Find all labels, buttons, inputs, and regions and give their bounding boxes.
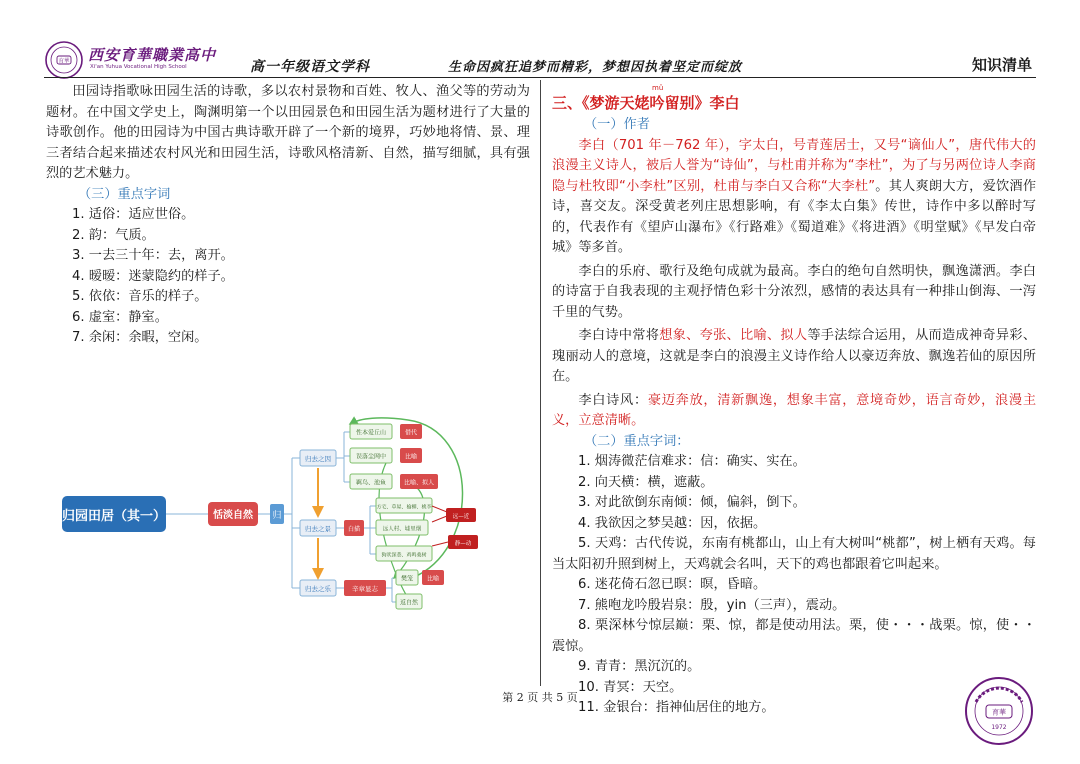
poetry-achievement: 李白的乐府、歌行及绝句成就为最高。李白的绝句自然明快，飘逸潇洒。李白的诗富于自我表现的主观抒情色彩十分浓烈，感情的表达具有一种排山倒海、一泻千里的气势。 xyxy=(552,263,1036,320)
school-name: 西安育華職業高中 xyxy=(88,46,217,64)
mindmap-note-text: 远—近 xyxy=(452,514,470,520)
section-title-text: 三、《梦游天姥吟留别》李白 xyxy=(552,94,740,112)
left-vocab-item: 4. 暧暧：迷蒙隐约的样子。 xyxy=(72,268,234,284)
mindmap-tag-text: 比喻、拟人 xyxy=(403,479,435,487)
mindmap-tag-text: 白描 xyxy=(347,526,361,533)
school-name-en: Xi'an Yuhua Vocational High School xyxy=(90,64,187,70)
techniques-paragraph xyxy=(552,326,1036,388)
left-vocab-item: 6. 虚室：静室。 xyxy=(72,309,168,325)
mindmap-leaf-text: 远人村、墟里烟 xyxy=(382,526,422,533)
slogan: 生命因疯狂追梦而精彩，梦想因执着坚定而绽放 xyxy=(448,60,743,75)
author-highlight: 李白（701 年－762 年），字太白，号青莲居士，又号“谪仙人”，唐代伟大的浪漫主义诗人，被后人誉为“诗仙”，与杜甫并称为“李杜”，为了与另两位诗人李商隐与杜牧即“小李杜”区别，杜甫与李白又合称“大李杜” xyxy=(552,137,1036,194)
seal-center-text: 育華 xyxy=(992,708,1006,717)
style-paragraph xyxy=(552,391,1036,432)
mindmap-branch-text: 归去之乐 xyxy=(305,585,331,593)
mindmap-leaf-text: 方宅、草屋、榆柳、桃李 xyxy=(376,504,432,511)
logo-center-text: 育華 xyxy=(58,58,70,65)
author-rest: 。其人爽朗大方，爱饮酒作诗，喜交友。深受黄老列庄思想影响，有《李太白集》传世，诗作中多以醉时写的，代表作有《望庐山瀑布》《行路难》《蜀道难》《将进酒》《明堂赋》《早发白帝城》等多首。 xyxy=(552,178,1037,255)
left-vocab-item: 7. 余闲：余暇，空闲。 xyxy=(72,330,208,345)
right-vocab-item: 3. 对此欲倒东南倾：倾，偏斜，倒下。 xyxy=(578,495,806,510)
school-logo-icon xyxy=(44,40,84,80)
style-lead: 李白诗风： xyxy=(578,392,648,408)
mindmap-leaf-text: 误落尘网中 xyxy=(355,453,387,461)
mindmap-leaf-text: 狗吠深巷、鸡鸣桑树 xyxy=(381,552,427,559)
techniques-highlight: 想象、夸张、比喻、拟人 xyxy=(659,328,808,343)
author-paragraph xyxy=(552,136,1036,259)
grade-subject: 高一年级语文学科 xyxy=(250,59,370,75)
right-vocab-item: 11. 金银台：指神仙居住的地方。 xyxy=(578,700,775,715)
right-vocab-item: 7. 熊咆龙吟殷岩泉：殷，yin（三声），震动。 xyxy=(578,597,846,613)
header-rule xyxy=(44,77,1036,78)
author-title: （一）作者 xyxy=(584,117,650,132)
zhuyin-annotation: mǔ xyxy=(652,84,664,92)
mindmap-tag-text: 比喻 xyxy=(404,453,418,461)
seal-year-text: 1972 xyxy=(991,724,1007,731)
right-column xyxy=(552,91,1036,719)
mindmap-leaf-text: 性本爱丘山 xyxy=(355,429,387,437)
right-vocab-title: （二）重点字词： xyxy=(584,433,690,449)
right-vocab-item: 10. 青冥：天空。 xyxy=(578,679,683,695)
section-title xyxy=(552,91,1036,115)
left-vocab-title: （三）重点字词 xyxy=(78,186,171,202)
mindmap-tag-text: 比喻 xyxy=(426,575,440,583)
mindmap-root-text: 归园田居（其一） xyxy=(61,509,167,524)
left-vocab-item: 3. 一去三十年：去，离开。 xyxy=(72,248,234,263)
mindmap-note-text: 静—动 xyxy=(454,541,472,547)
pastoral-intro: 田园诗指歌咏田园生活的诗歌，多以农村景物和百姓、牧人、渔父等的劳动为题材。在中国文学史上，陶渊明第一个以田园景色和田园生活为题材进行了大量的诗歌创作。他的田园诗为中国古典诗歌开辟了一个新的境界，巧妙地将情、景、理三者结合起来描述农村风光和田园生活，诗歌风格清新、自然，描写细腻，具有强烈的艺术魅力。 xyxy=(46,84,530,181)
left-vocab-item: 1. 适俗：适应世俗。 xyxy=(72,207,195,222)
left-vocab-item: 2. 韵：气质。 xyxy=(72,227,155,243)
doc-type: 知识清单 xyxy=(972,56,1033,74)
right-vocab-item: 1. 烟涛微茫信难求：信：确实、实在。 xyxy=(578,454,806,469)
mindmap-branch-text: 归去之因 xyxy=(305,455,331,463)
right-vocab-item: 8. 栗深林兮惊层巅：栗、惊，都是使动用法。栗，使・・・战栗。惊，使・・震惊。 xyxy=(552,618,1036,654)
mindmap-leaf-text: 返自然 xyxy=(399,599,419,607)
mindmap-branch-text: 归去之景 xyxy=(305,525,331,533)
right-vocab-item: 4. 我欲因之梦吴越：因，依据。 xyxy=(578,515,767,531)
mindmap-gui-text: 归 xyxy=(272,511,282,521)
mind-map xyxy=(60,410,500,620)
right-vocab-item: 5. 天鸡：古代传说，东南有桃都山，山上有大树叫“桃都”，树上栖有天鸡。每当太阳初升照到树上，天鸡就会名叫，天下的鸡也都跟着它叫起来。 xyxy=(552,536,1036,572)
mindmap-motive-text: 辛章显志 xyxy=(352,585,378,593)
mindmap-leaf-text: 羁鸟、池鱼 xyxy=(355,479,387,487)
mindmap-tag-text: 借代 xyxy=(404,429,418,437)
right-vocab-item: 9. 青青：黑沉沉的。 xyxy=(578,659,701,674)
techniques-rest: 等手法综合运用，从而造成神奇异彩、瑰丽动人的意境，这就是李白的浪漫主义诗作给人以豪迈奔放、飘逸若仙的原因所在。 xyxy=(552,328,1037,384)
right-vocab-item: 2. 向天横：横，遮蔽。 xyxy=(578,474,714,490)
left-column xyxy=(46,82,530,349)
right-vocab-item: 6. 迷花倚石忽已暝：暝，昏暗。 xyxy=(578,577,767,592)
left-vocab-item: 5. 依依：音乐的样子。 xyxy=(72,289,208,304)
school-seal-icon xyxy=(964,676,1034,746)
mindmap-leaf-text: 樊笼 xyxy=(400,575,414,583)
page-header xyxy=(0,0,1080,80)
page-number: 第 2 页 共 5 页 xyxy=(502,691,578,704)
mindmap-theme-text: 恬淡自然 xyxy=(213,510,253,521)
column-divider xyxy=(540,80,541,686)
style-highlight: 豪迈奔放，清新飘逸，想象丰富，意境奇妙，语言奇妙，浪漫主义，立意清晰。 xyxy=(552,392,1037,428)
techniques-lead: 李白诗中常将 xyxy=(578,328,660,343)
